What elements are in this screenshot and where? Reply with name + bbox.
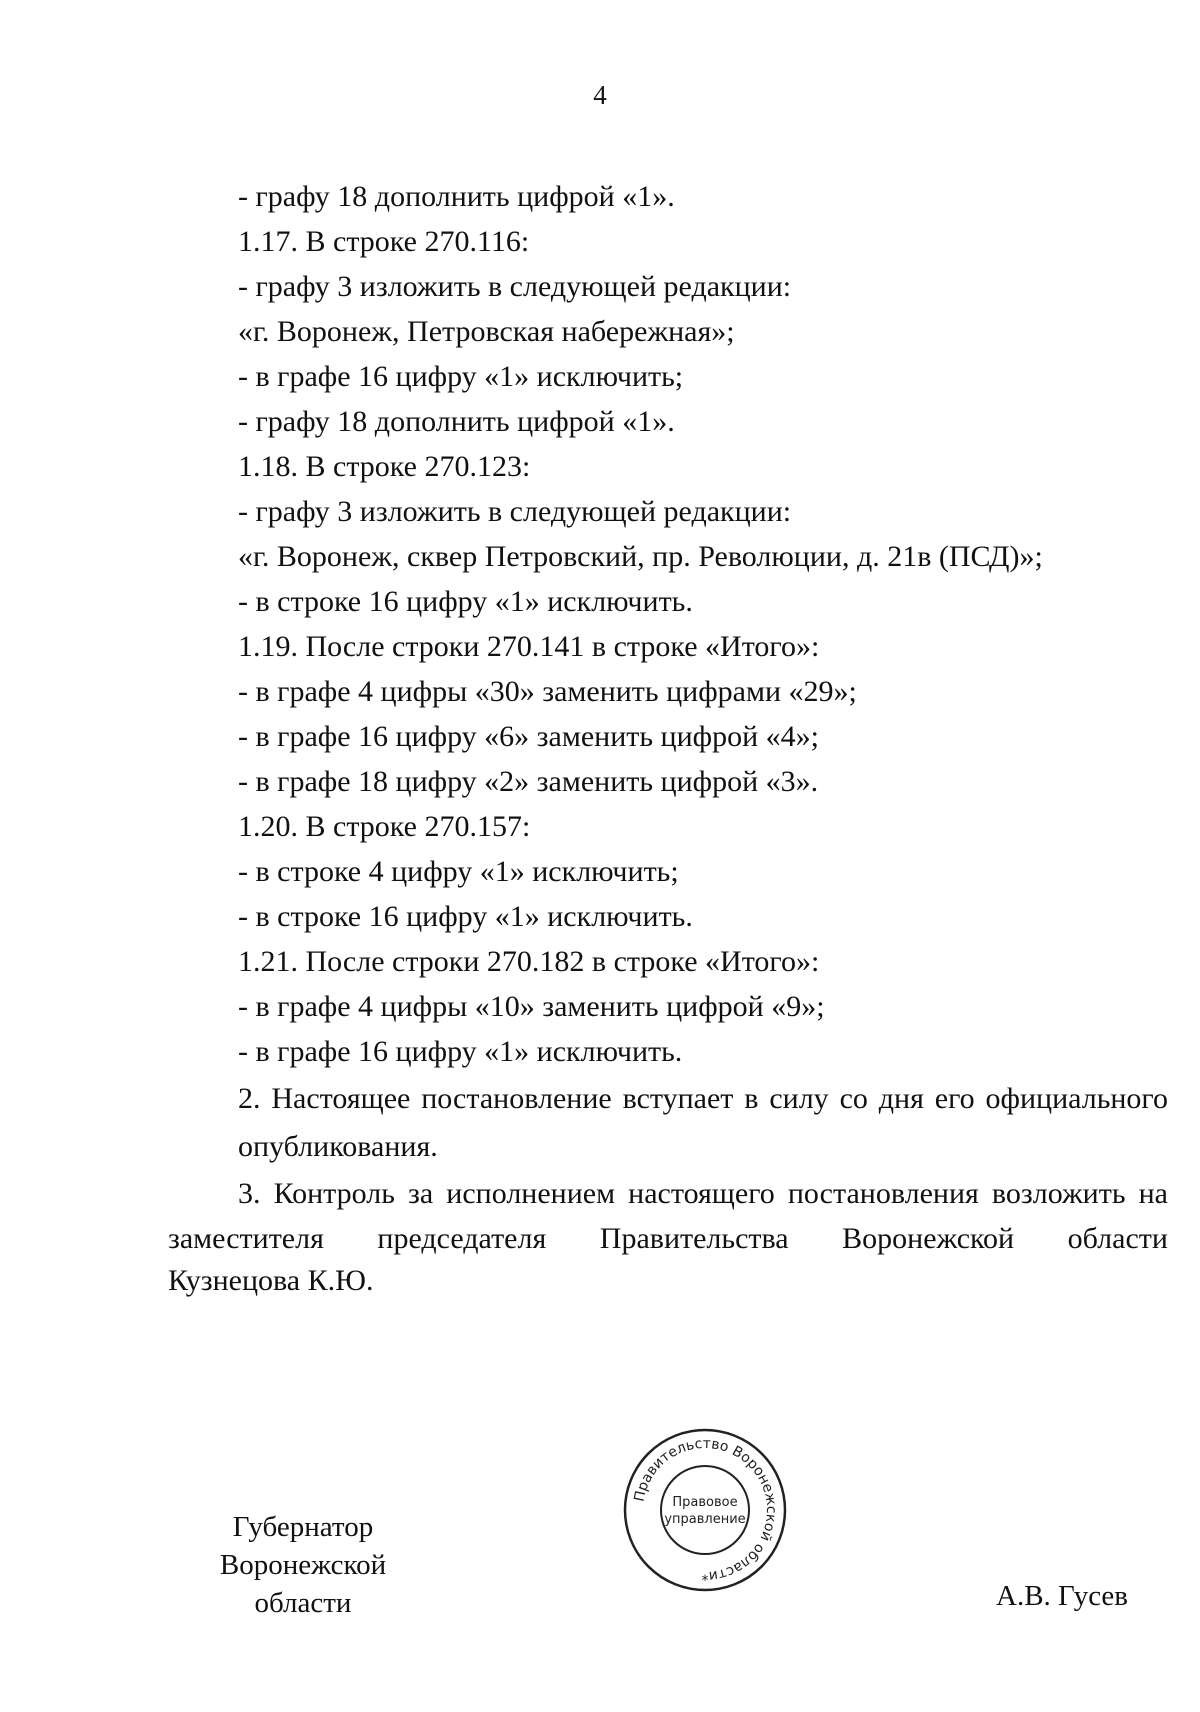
paragraph-3-line-2 xyxy=(168,1222,1168,1256)
text-line: «г. Воронеж, Петровская набережная»; xyxy=(238,315,735,348)
text-line: - в графе 16 цифру «6» заменить цифрой «4»; xyxy=(238,720,819,753)
paragraph-3-word: области xyxy=(1067,1222,1168,1255)
stamp-star: * xyxy=(701,1573,709,1589)
text-line: - в строке 4 цифру «1» исключить; xyxy=(238,855,679,888)
text-line: - в графе 4 цифры «30» заменить цифрами «29»; xyxy=(238,675,857,708)
paragraph-3-word: Правительства xyxy=(599,1222,789,1255)
paragraph-2-text: 2. Настоящее постановление вступает в силу со дня его официального опубликования. xyxy=(238,1082,1168,1163)
paragraph-3-line-3: Кузнецова К.Ю. xyxy=(168,1264,374,1297)
text-line: «г. Воронеж, сквер Петровский, пр. Революции, д. 21в (ПСД)»; xyxy=(238,540,1043,573)
text-line: - в графе 16 цифру «1» исключить; xyxy=(238,360,684,393)
text-line: - графу 18 дополнить цифрой «1». xyxy=(238,180,675,213)
paragraph-3-word: заместителя xyxy=(168,1222,324,1255)
text-line: - в строке 16 цифру «1» исключить. xyxy=(238,585,693,618)
text-line: 1.20. В строке 270.157: xyxy=(238,810,531,843)
official-stamp xyxy=(620,1425,790,1595)
stamp-inner-ring xyxy=(661,1466,749,1554)
page-number: 4 xyxy=(593,80,607,110)
text-line: - в графе 4 цифры «10» заменить цифрой «9»; xyxy=(238,990,825,1023)
stamp-center-line-2: управление xyxy=(664,1512,746,1527)
paragraph-2 xyxy=(168,1075,1168,1171)
text-line: - графу 18 дополнить цифрой «1». xyxy=(238,405,675,438)
signature-title-line-1: Губернатор xyxy=(232,1511,374,1543)
paragraph-3-line-1: 3. Контроль за исполнением настоящего постановления возложить на xyxy=(238,1177,1168,1210)
text-line: 1.17. В строке 270.116: xyxy=(238,225,530,258)
stamp-ring-text: Правительство Воронежской области xyxy=(631,1435,780,1585)
signature-title-line-2: Воронежской области xyxy=(219,1549,387,1619)
paragraph-3-word: Воронежской xyxy=(842,1222,1015,1255)
text-line: 1.21. После строки 270.182 в строке «Итого»: xyxy=(238,945,820,978)
text-line: - графу 3 изложить в следующей редакции: xyxy=(238,495,792,528)
paragraph-3-word: председателя xyxy=(377,1222,547,1255)
text-line: - в строке 16 цифру «1» исключить. xyxy=(238,900,693,933)
stamp-outer-ring xyxy=(625,1430,785,1590)
text-line: - графу 3 изложить в следующей редакции: xyxy=(238,270,792,303)
text-line: 1.19. После строки 270.141 в строке «Итого»: xyxy=(238,630,820,663)
signature-name: А.В. Гусев xyxy=(996,1580,1128,1612)
stamp-center-line-1: Правовое xyxy=(672,1495,738,1510)
paragraph-3-first-line xyxy=(168,1170,1168,1218)
signature-title xyxy=(168,1508,438,1622)
text-line: - в графе 18 цифру «2» заменить цифрой «3». xyxy=(238,765,819,798)
text-line: 1.18. В строке 270.123: xyxy=(238,450,531,483)
text-line: - в графе 16 цифру «1» исключить. xyxy=(238,1035,683,1068)
